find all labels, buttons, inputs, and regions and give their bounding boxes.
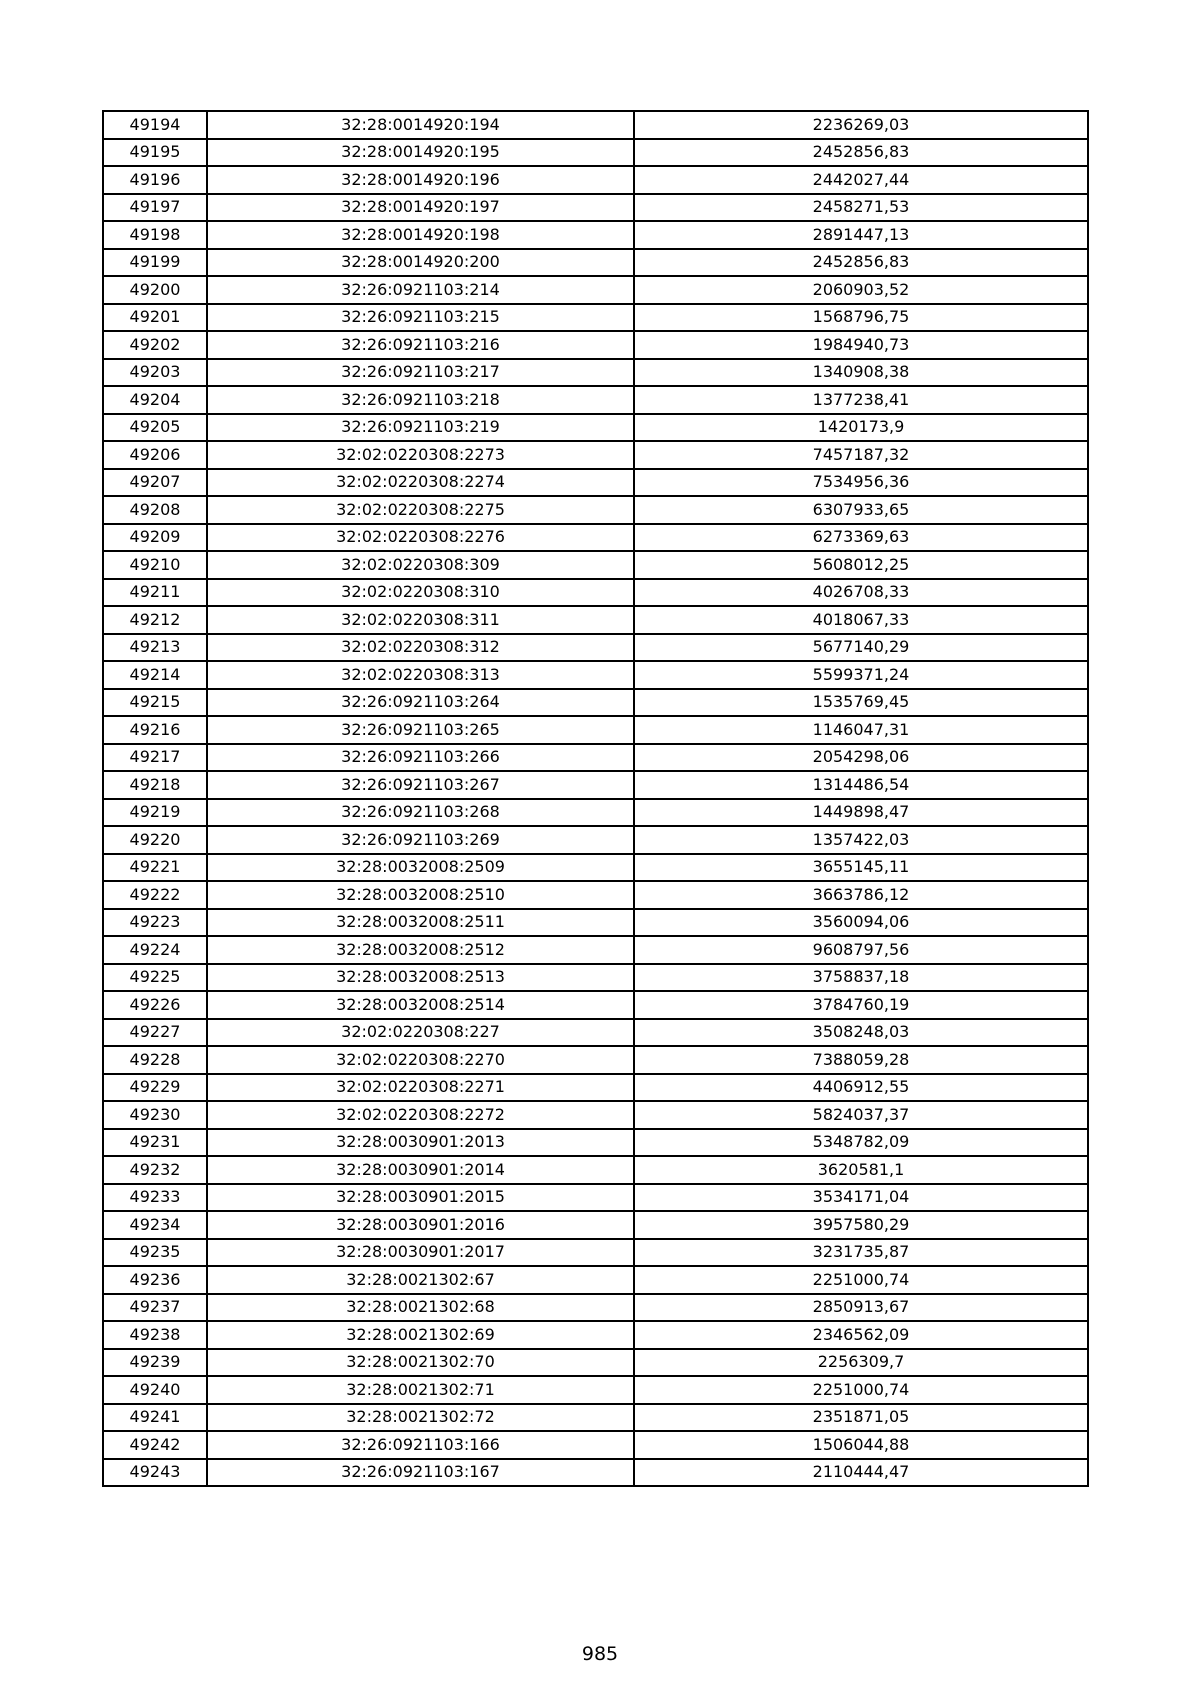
value-cell: 1568796,75 xyxy=(634,304,1088,332)
value-cell: 2251000,74 xyxy=(634,1266,1088,1294)
row-number-cell: 49203 xyxy=(103,359,207,387)
table-row xyxy=(103,716,1088,744)
row-number-cell: 49204 xyxy=(103,386,207,414)
value-cell: 6273369,63 xyxy=(634,524,1088,552)
value-cell: 3508248,03 xyxy=(634,1019,1088,1047)
table-row xyxy=(103,964,1088,992)
value-cell: 2850913,67 xyxy=(634,1294,1088,1322)
value-cell: 2236269,03 xyxy=(634,111,1088,139)
cadastral-number-cell: 32:28:0021302:70 xyxy=(207,1349,634,1377)
value-cell: 1357422,03 xyxy=(634,826,1088,854)
value-cell: 4018067,33 xyxy=(634,606,1088,634)
row-number-cell: 49229 xyxy=(103,1074,207,1102)
cadastral-number-cell: 32:28:0014920:197 xyxy=(207,194,634,222)
table-row xyxy=(103,661,1088,689)
table-row xyxy=(103,1404,1088,1432)
row-number-cell: 49215 xyxy=(103,689,207,717)
cadastral-number-cell: 32:02:0220308:2273 xyxy=(207,441,634,469)
value-cell: 6307933,65 xyxy=(634,496,1088,524)
cadastral-number-cell: 32:26:0921103:265 xyxy=(207,716,634,744)
cadastral-number-cell: 32:26:0921103:216 xyxy=(207,331,634,359)
cadastral-number-cell: 32:02:0220308:312 xyxy=(207,634,634,662)
value-cell: 7457187,32 xyxy=(634,441,1088,469)
value-cell: 2060903,52 xyxy=(634,276,1088,304)
table-row xyxy=(103,881,1088,909)
cadastral-number-cell: 32:26:0921103:264 xyxy=(207,689,634,717)
cadastral-number-cell: 32:28:0032008:2514 xyxy=(207,991,634,1019)
table-row xyxy=(103,1019,1088,1047)
value-cell: 9608797,56 xyxy=(634,936,1088,964)
row-number-cell: 49232 xyxy=(103,1156,207,1184)
cadastral-number-cell: 32:26:0921103:167 xyxy=(207,1459,634,1487)
value-cell: 5824037,37 xyxy=(634,1101,1088,1129)
cadastral-number-cell: 32:02:0220308:2274 xyxy=(207,469,634,497)
cadastral-number-cell: 32:28:0030901:2017 xyxy=(207,1239,634,1267)
row-number-cell: 49238 xyxy=(103,1321,207,1349)
table-row xyxy=(103,414,1088,442)
cadastral-number-cell: 32:28:0032008:2510 xyxy=(207,881,634,909)
cadastral-number-cell: 32:28:0014920:198 xyxy=(207,221,634,249)
row-number-cell: 49235 xyxy=(103,1239,207,1267)
table-row xyxy=(103,936,1088,964)
value-cell: 3784760,19 xyxy=(634,991,1088,1019)
table-row xyxy=(103,1376,1088,1404)
row-number-cell: 49197 xyxy=(103,194,207,222)
table-row xyxy=(103,1211,1088,1239)
cadastral-number-cell: 32:26:0921103:266 xyxy=(207,744,634,772)
row-number-cell: 49200 xyxy=(103,276,207,304)
cadastral-number-cell: 32:02:0220308:2275 xyxy=(207,496,634,524)
row-number-cell: 49208 xyxy=(103,496,207,524)
table-row xyxy=(103,111,1088,139)
value-cell: 1984940,73 xyxy=(634,331,1088,359)
row-number-cell: 49202 xyxy=(103,331,207,359)
table-row xyxy=(103,304,1088,332)
row-number-cell: 49230 xyxy=(103,1101,207,1129)
value-cell: 2452856,83 xyxy=(634,139,1088,167)
cadastral-number-cell: 32:28:0014920:195 xyxy=(207,139,634,167)
row-number-cell: 49209 xyxy=(103,524,207,552)
value-cell: 2452856,83 xyxy=(634,249,1088,277)
value-cell: 2458271,53 xyxy=(634,194,1088,222)
row-number-cell: 49239 xyxy=(103,1349,207,1377)
value-cell: 7534956,36 xyxy=(634,469,1088,497)
value-cell: 2346562,09 xyxy=(634,1321,1088,1349)
row-number-cell: 49221 xyxy=(103,854,207,882)
row-number-cell: 49199 xyxy=(103,249,207,277)
row-number-cell: 49237 xyxy=(103,1294,207,1322)
value-cell: 2256309,7 xyxy=(634,1349,1088,1377)
value-cell: 1340908,38 xyxy=(634,359,1088,387)
cadastral-number-cell: 32:26:0921103:267 xyxy=(207,771,634,799)
row-number-cell: 49219 xyxy=(103,799,207,827)
value-cell: 1146047,31 xyxy=(634,716,1088,744)
row-number-cell: 49224 xyxy=(103,936,207,964)
value-cell: 5599371,24 xyxy=(634,661,1088,689)
row-number-cell: 49213 xyxy=(103,634,207,662)
value-cell: 1535769,45 xyxy=(634,689,1088,717)
row-number-cell: 49241 xyxy=(103,1404,207,1432)
row-number-cell: 49234 xyxy=(103,1211,207,1239)
table-row xyxy=(103,909,1088,937)
value-cell: 3758837,18 xyxy=(634,964,1088,992)
table-row xyxy=(103,1459,1088,1487)
cadastral-number-cell: 32:28:0032008:2513 xyxy=(207,964,634,992)
table-row xyxy=(103,249,1088,277)
table-row xyxy=(103,991,1088,1019)
cadastral-number-cell: 32:28:0032008:2512 xyxy=(207,936,634,964)
row-number-cell: 49242 xyxy=(103,1431,207,1459)
cadastral-number-cell: 32:28:0032008:2511 xyxy=(207,909,634,937)
row-number-cell: 49205 xyxy=(103,414,207,442)
table-row xyxy=(103,194,1088,222)
table-row xyxy=(103,1184,1088,1212)
table-row xyxy=(103,826,1088,854)
value-cell: 1449898,47 xyxy=(634,799,1088,827)
cadastral-number-cell: 32:02:0220308:2270 xyxy=(207,1046,634,1074)
table-row xyxy=(103,359,1088,387)
cadastral-number-cell: 32:26:0921103:218 xyxy=(207,386,634,414)
row-number-cell: 49236 xyxy=(103,1266,207,1294)
row-number-cell: 49210 xyxy=(103,551,207,579)
cadastral-number-cell: 32:28:0032008:2509 xyxy=(207,854,634,882)
cadastral-number-cell: 32:02:0220308:2272 xyxy=(207,1101,634,1129)
cadastral-number-cell: 32:28:0021302:71 xyxy=(207,1376,634,1404)
value-cell: 3663786,12 xyxy=(634,881,1088,909)
row-number-cell: 49240 xyxy=(103,1376,207,1404)
row-number-cell: 49216 xyxy=(103,716,207,744)
value-cell: 3534171,04 xyxy=(634,1184,1088,1212)
row-number-cell: 49212 xyxy=(103,606,207,634)
value-cell: 3560094,06 xyxy=(634,909,1088,937)
row-number-cell: 49231 xyxy=(103,1129,207,1157)
value-cell: 3957580,29 xyxy=(634,1211,1088,1239)
cadastral-number-cell: 32:28:0014920:196 xyxy=(207,166,634,194)
row-number-cell: 49222 xyxy=(103,881,207,909)
table-row xyxy=(103,854,1088,882)
row-number-cell: 49233 xyxy=(103,1184,207,1212)
row-number-cell: 49194 xyxy=(103,111,207,139)
cadastral-number-cell: 32:26:0921103:269 xyxy=(207,826,634,854)
row-number-cell: 49206 xyxy=(103,441,207,469)
value-cell: 4406912,55 xyxy=(634,1074,1088,1102)
table-row xyxy=(103,1431,1088,1459)
cadastral-number-cell: 32:26:0921103:215 xyxy=(207,304,634,332)
table-row xyxy=(103,1294,1088,1322)
row-number-cell: 49196 xyxy=(103,166,207,194)
row-number-cell: 49198 xyxy=(103,221,207,249)
table-row xyxy=(103,1349,1088,1377)
table-row xyxy=(103,496,1088,524)
table-row xyxy=(103,799,1088,827)
table-row xyxy=(103,1101,1088,1129)
cadastral-number-cell: 32:28:0030901:2013 xyxy=(207,1129,634,1157)
cadastral-number-cell: 32:02:0220308:309 xyxy=(207,551,634,579)
row-number-cell: 49214 xyxy=(103,661,207,689)
table-row xyxy=(103,469,1088,497)
data-table xyxy=(102,110,1089,1487)
cadastral-number-cell: 32:02:0220308:2276 xyxy=(207,524,634,552)
cadastral-number-cell: 32:28:0030901:2014 xyxy=(207,1156,634,1184)
value-cell: 5608012,25 xyxy=(634,551,1088,579)
row-number-cell: 49228 xyxy=(103,1046,207,1074)
table-row xyxy=(103,139,1088,167)
table-row xyxy=(103,524,1088,552)
table-row xyxy=(103,1074,1088,1102)
table-row xyxy=(103,221,1088,249)
row-number-cell: 49218 xyxy=(103,771,207,799)
table-row xyxy=(103,276,1088,304)
value-cell: 3231735,87 xyxy=(634,1239,1088,1267)
cadastral-number-cell: 32:28:0021302:67 xyxy=(207,1266,634,1294)
cadastral-number-cell: 32:02:0220308:227 xyxy=(207,1019,634,1047)
cadastral-number-cell: 32:02:0220308:2271 xyxy=(207,1074,634,1102)
value-cell: 5348782,09 xyxy=(634,1129,1088,1157)
table-row xyxy=(103,331,1088,359)
table-body xyxy=(103,111,1088,1486)
table-row xyxy=(103,634,1088,662)
table-row xyxy=(103,689,1088,717)
value-cell: 2891447,13 xyxy=(634,221,1088,249)
value-cell: 7388059,28 xyxy=(634,1046,1088,1074)
value-cell: 1314486,54 xyxy=(634,771,1088,799)
row-number-cell: 49195 xyxy=(103,139,207,167)
table-row xyxy=(103,1321,1088,1349)
table-row xyxy=(103,441,1088,469)
value-cell: 2110444,47 xyxy=(634,1459,1088,1487)
cadastral-number-cell: 32:02:0220308:311 xyxy=(207,606,634,634)
cadastral-number-cell: 32:28:0021302:68 xyxy=(207,1294,634,1322)
table-row xyxy=(103,1266,1088,1294)
row-number-cell: 49227 xyxy=(103,1019,207,1047)
table-row xyxy=(103,579,1088,607)
value-cell: 2054298,06 xyxy=(634,744,1088,772)
page-number: 985 xyxy=(581,1643,619,1665)
row-number-cell: 49226 xyxy=(103,991,207,1019)
value-cell: 5677140,29 xyxy=(634,634,1088,662)
table-row xyxy=(103,1239,1088,1267)
value-cell: 2351871,05 xyxy=(634,1404,1088,1432)
table-row xyxy=(103,771,1088,799)
row-number-cell: 49225 xyxy=(103,964,207,992)
cadastral-number-cell: 32:26:0921103:166 xyxy=(207,1431,634,1459)
cadastral-number-cell: 32:26:0921103:217 xyxy=(207,359,634,387)
cadastral-number-cell: 32:28:0021302:69 xyxy=(207,1321,634,1349)
table-row xyxy=(103,166,1088,194)
value-cell: 3655145,11 xyxy=(634,854,1088,882)
row-number-cell: 49217 xyxy=(103,744,207,772)
row-number-cell: 49211 xyxy=(103,579,207,607)
table-row xyxy=(103,386,1088,414)
cadastral-number-cell: 32:28:0014920:200 xyxy=(207,249,634,277)
row-number-cell: 49223 xyxy=(103,909,207,937)
table-row xyxy=(103,1156,1088,1184)
cadastral-number-cell: 32:02:0220308:310 xyxy=(207,579,634,607)
table-row xyxy=(103,1046,1088,1074)
cadastral-number-cell: 32:28:0030901:2015 xyxy=(207,1184,634,1212)
cadastral-number-cell: 32:26:0921103:219 xyxy=(207,414,634,442)
value-cell: 2442027,44 xyxy=(634,166,1088,194)
value-cell: 4026708,33 xyxy=(634,579,1088,607)
cadastral-number-cell: 32:02:0220308:313 xyxy=(207,661,634,689)
table-row xyxy=(103,744,1088,772)
table-row xyxy=(103,1129,1088,1157)
table-row xyxy=(103,606,1088,634)
table-row xyxy=(103,551,1088,579)
row-number-cell: 49207 xyxy=(103,469,207,497)
cadastral-number-cell: 32:26:0921103:214 xyxy=(207,276,634,304)
value-cell: 2251000,74 xyxy=(634,1376,1088,1404)
cadastral-number-cell: 32:28:0030901:2016 xyxy=(207,1211,634,1239)
cadastral-number-cell: 32:28:0014920:194 xyxy=(207,111,634,139)
value-cell: 3620581,1 xyxy=(634,1156,1088,1184)
row-number-cell: 49220 xyxy=(103,826,207,854)
value-cell: 1506044,88 xyxy=(634,1431,1088,1459)
row-number-cell: 49201 xyxy=(103,304,207,332)
value-cell: 1377238,41 xyxy=(634,386,1088,414)
cadastral-number-cell: 32:26:0921103:268 xyxy=(207,799,634,827)
row-number-cell: 49243 xyxy=(103,1459,207,1487)
cadastral-number-cell: 32:28:0021302:72 xyxy=(207,1404,634,1432)
value-cell: 1420173,9 xyxy=(634,414,1088,442)
